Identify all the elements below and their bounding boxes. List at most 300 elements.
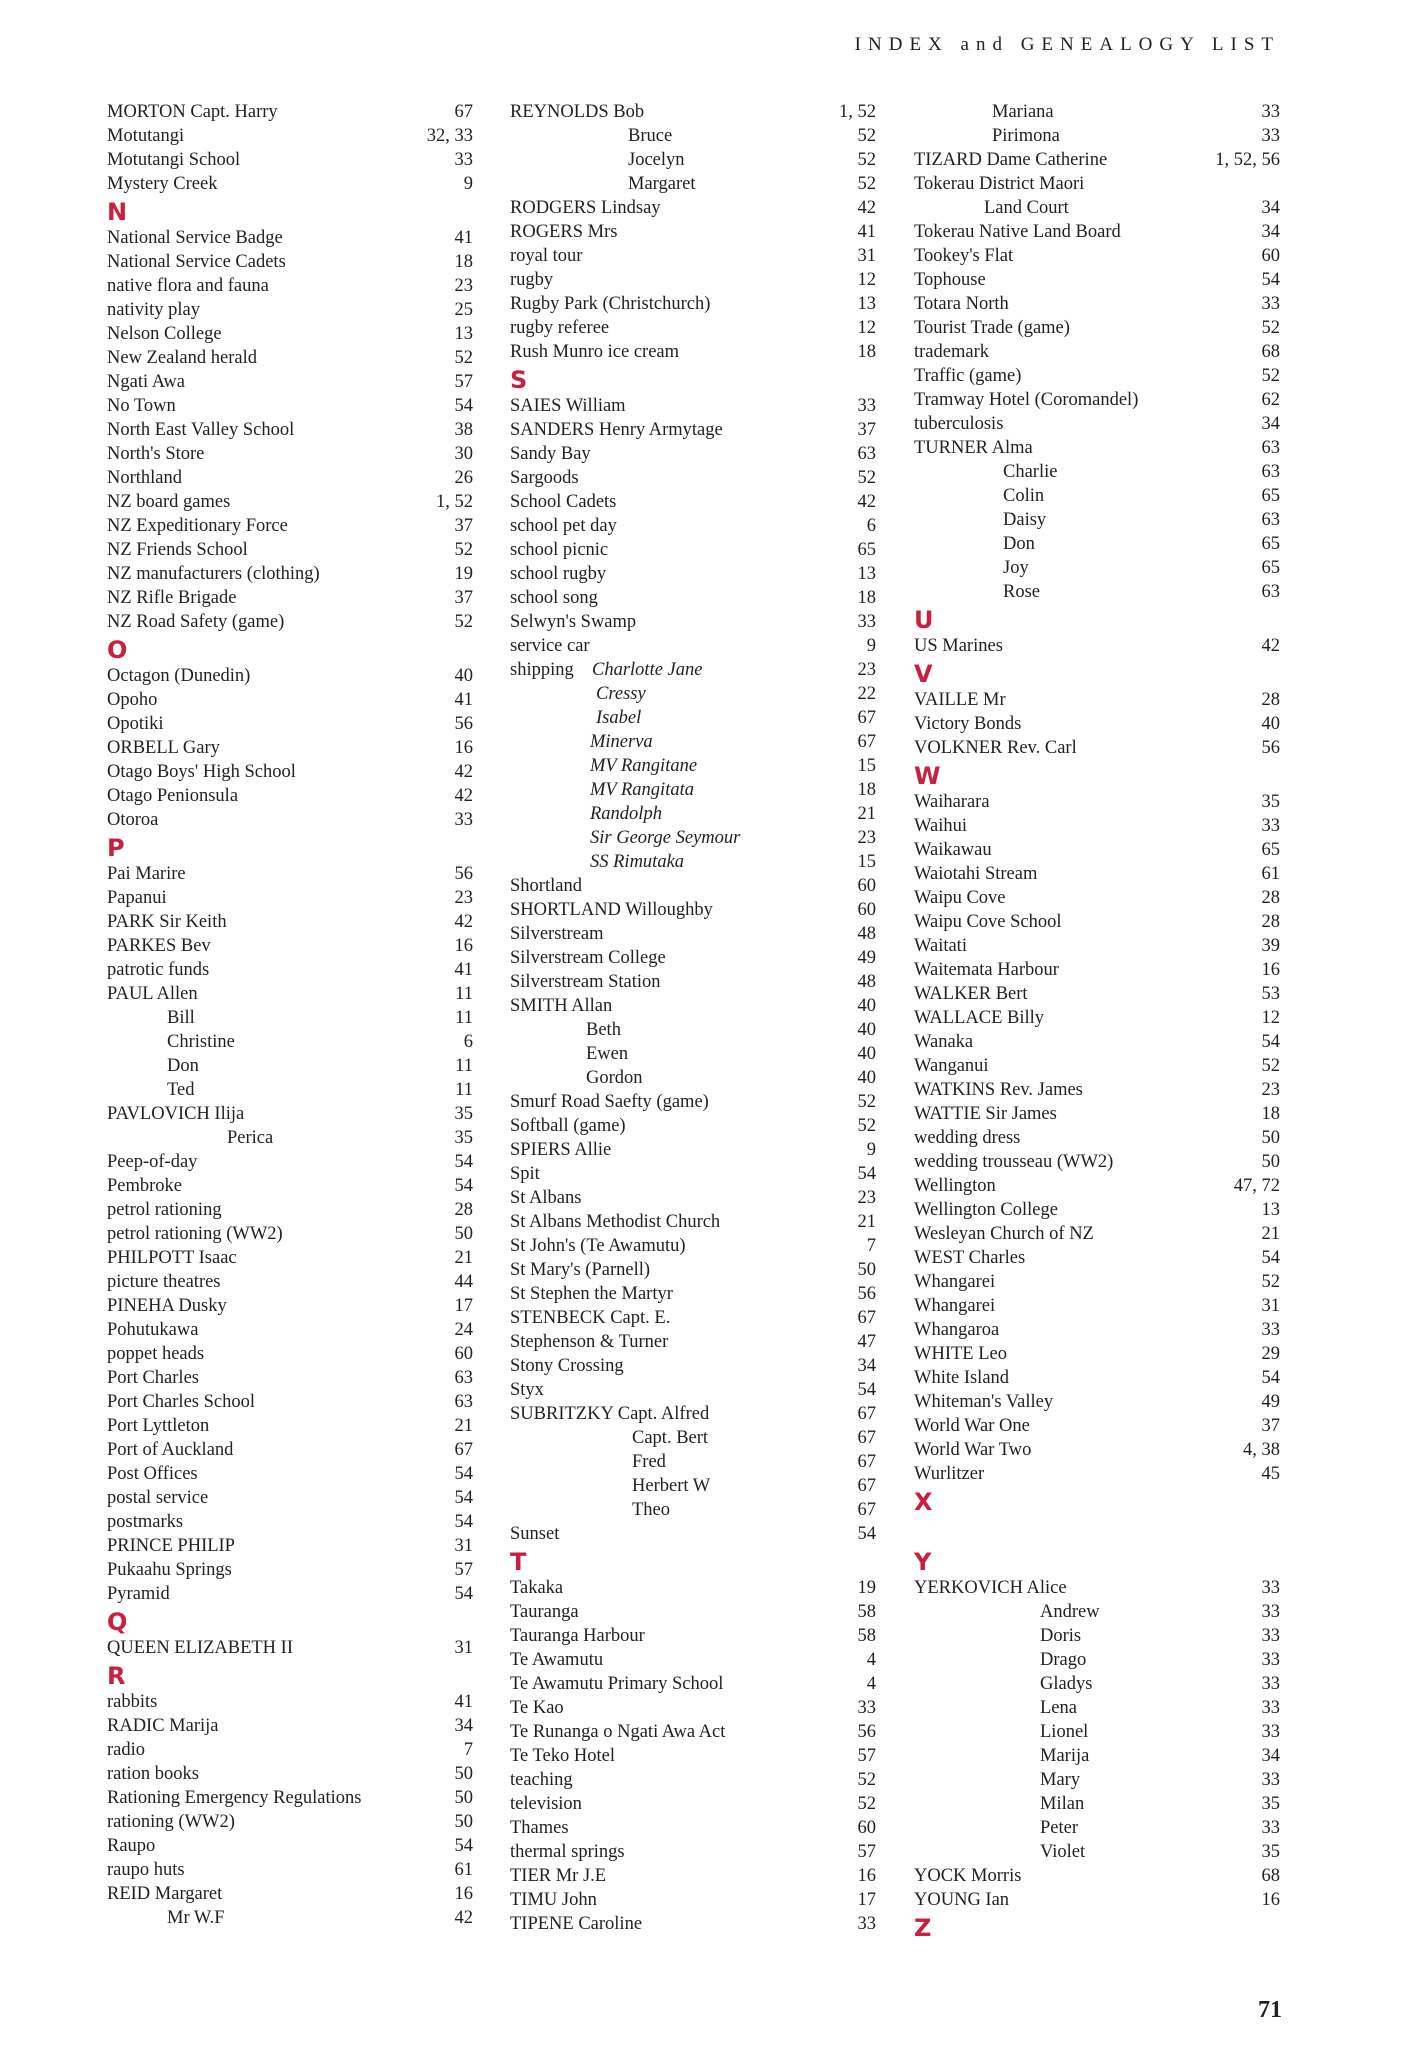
index-entry-pages: 33 <box>1261 1602 1280 1622</box>
index-entry <box>107 466 473 490</box>
index-entry-pages: 44 <box>454 1272 473 1292</box>
index-entry-pages: 1, 52 <box>839 102 876 122</box>
index-entry <box>107 1438 473 1462</box>
index-entry <box>107 934 473 958</box>
index-entry-term: Wanganui <box>914 1056 989 1076</box>
index-entry <box>914 1030 1280 1054</box>
index-entry <box>107 1126 473 1150</box>
index-entry <box>914 1078 1280 1102</box>
index-subentry-term: Theo <box>632 1500 671 1520</box>
index-entry-term: No Town <box>107 396 176 416</box>
index-entry <box>510 1114 876 1138</box>
index-entry-pages: 23 <box>857 660 876 680</box>
index-entry <box>914 1102 1280 1126</box>
index-entry-pages: 52 <box>1261 1272 1280 1292</box>
index-entry-pages: 54 <box>857 1524 876 1544</box>
index-entry-pages: 21 <box>454 1248 473 1268</box>
index-entry <box>107 712 473 736</box>
index-entry <box>914 1720 1280 1744</box>
index-entry <box>510 970 876 994</box>
index-entry-pages: 33 <box>454 150 473 170</box>
index-entry <box>914 436 1280 460</box>
index-entry <box>914 556 1280 580</box>
index-entry-pages: 21 <box>454 1416 473 1436</box>
index-entry-pages: 65 <box>1261 534 1280 554</box>
index-entry <box>107 148 473 172</box>
index-entry <box>914 1390 1280 1414</box>
index-entry-term: Tookey's Flat <box>914 246 1014 266</box>
index-entry-pages: 52 <box>1261 1056 1280 1076</box>
index-entry-term: rabbits <box>107 1692 158 1712</box>
index-entry <box>107 1222 473 1246</box>
index-entry-pages: 16 <box>454 936 473 956</box>
index-entry-term: Otago Penionsula <box>107 786 239 806</box>
index-entry-pages: 65 <box>1261 558 1280 578</box>
index-entry <box>914 460 1280 484</box>
index-entry-term: National Service Cadets <box>107 252 286 272</box>
index-entry-pages: 23 <box>454 276 473 296</box>
index-entry-pages: 9 <box>463 174 473 194</box>
index-entry-pages: 56 <box>857 1284 876 1304</box>
index-entry <box>107 1150 473 1174</box>
index-entry-pages: 42 <box>454 1908 473 1928</box>
index-entry-pages: 50 <box>454 1764 473 1784</box>
index-entry-term: Sandy Bay <box>510 444 591 464</box>
index-subentry-term: Doris <box>1040 1626 1082 1646</box>
index-entry-term: Tophouse <box>914 270 986 290</box>
index-entry-pages: 54 <box>857 1164 876 1184</box>
index-entry-term: Pyramid <box>107 1584 170 1604</box>
index-entry <box>107 1102 473 1126</box>
index-subentry-term: Lionel <box>1040 1722 1089 1742</box>
index-entry <box>107 958 473 982</box>
index-entry <box>510 1354 876 1378</box>
index-entry <box>914 1462 1280 1486</box>
index-entry <box>914 1342 1280 1366</box>
index-entry <box>510 826 876 850</box>
index-entry-pages: 37 <box>454 516 473 536</box>
index-entry-pages: 31 <box>454 1536 473 1556</box>
index-entry-term: US Marines <box>914 636 1003 656</box>
index-entry-pages: 31 <box>454 1638 473 1658</box>
index-entry-pages: 23 <box>857 1188 876 1208</box>
index-entry-pages: 40 <box>857 1068 876 1088</box>
index-entry-pages: 15 <box>857 756 876 776</box>
index-entry-term: rationing (WW2) <box>107 1812 235 1832</box>
index-entry-term: television <box>510 1794 582 1814</box>
index-entry-pages: 13 <box>857 294 876 314</box>
index-entry-term: SUBRITZKY Capt. Alfred <box>510 1404 710 1424</box>
index-entry <box>510 124 876 148</box>
index-entry-term: WHITE Leo <box>914 1344 1007 1364</box>
index-entry-pages: 32, 33 <box>426 126 473 146</box>
index-entry <box>914 484 1280 508</box>
index-entry-pages: 42 <box>1261 636 1280 656</box>
index-entry-term: picture theatres <box>107 1272 221 1292</box>
index-entry-pages: 28 <box>1261 888 1280 908</box>
index-entry <box>510 100 876 124</box>
index-entry-term: PARK Sir Keith <box>107 912 227 932</box>
index-entry <box>107 760 473 784</box>
index-entry <box>914 1054 1280 1078</box>
index-entry-term: St Albans Methodist Church <box>510 1212 721 1232</box>
index-entry-pages: 67 <box>857 1500 876 1520</box>
index-entry <box>914 1648 1280 1672</box>
index-entry-term: Tramway Hotel (Coromandel) <box>914 390 1139 410</box>
index-entry-term: Opotiki <box>107 714 164 734</box>
index-entry-pages: 61 <box>454 1860 473 1880</box>
index-subentry-term: Don <box>167 1056 199 1076</box>
index-entry-term: New Zealand herald <box>107 348 257 368</box>
index-entry-pages: 45 <box>1261 1464 1280 1484</box>
index-entry-term: Te Teko Hotel <box>510 1746 615 1766</box>
index-entry-pages: 54 <box>1261 1368 1280 1388</box>
index-entry <box>914 1696 1280 1720</box>
index-entry <box>914 1006 1280 1030</box>
index-entry <box>914 982 1280 1006</box>
index-subentry-term: Jocelyn <box>628 150 685 170</box>
index-entry <box>510 1768 876 1792</box>
index-entry-term: Northland <box>107 468 183 488</box>
index-entry-term: Whangarei <box>914 1272 996 1292</box>
index-entry <box>914 1744 1280 1768</box>
index-entry <box>914 1294 1280 1318</box>
index-entry-term: RODGERS Lindsay <box>510 198 661 218</box>
index-subentry-term: Ewen <box>586 1044 629 1064</box>
index-entry <box>107 1714 473 1738</box>
index-entry <box>510 1720 876 1744</box>
index-entry-term: Spit <box>510 1164 540 1184</box>
index-entry-term: Port of Auckland <box>107 1440 234 1460</box>
index-entry <box>107 1858 473 1882</box>
index-entry-pages: 54 <box>454 1464 473 1484</box>
index-entry-term: Pohutukawa <box>107 1320 199 1340</box>
index-entry-pages: 67 <box>857 708 876 728</box>
index-subentry-term: Randolph <box>590 804 662 824</box>
index-entry-term: NZ manufacturers (clothing) <box>107 564 320 584</box>
index-entry-pages: 4 <box>866 1674 876 1694</box>
index-entry <box>914 1246 1280 1270</box>
index-entry-pages: 37 <box>1261 1416 1280 1436</box>
index-entry <box>107 1462 473 1486</box>
index-entry-pages: 56 <box>454 714 473 734</box>
index-entry <box>107 1558 473 1582</box>
index-entry-term: YOCK Morris <box>914 1866 1022 1886</box>
index-entry <box>510 418 876 442</box>
index-entry <box>914 886 1280 910</box>
index-entry-pages: 54 <box>454 1836 473 1856</box>
index-entry <box>510 658 876 682</box>
index-entry-pages: 31 <box>857 246 876 266</box>
index-entry-pages: 18 <box>857 588 876 608</box>
index-entry-term: wedding dress <box>914 1128 1021 1148</box>
index-entry-pages: 60 <box>857 1818 876 1838</box>
index-entry-pages: 42 <box>857 198 876 218</box>
index-entry-term: school rugby <box>510 564 607 584</box>
index-entry <box>510 874 876 898</box>
index-entry-term: VAILLE Mr <box>914 690 1006 710</box>
index-entry <box>914 910 1280 934</box>
index-column-right <box>914 100 1280 1942</box>
index-entry-term: Sunset <box>510 1524 560 1544</box>
index-entry-term: radio <box>107 1740 146 1760</box>
index-entry-pages: 49 <box>1261 1392 1280 1412</box>
index-entry-pages: 61 <box>1261 864 1280 884</box>
index-entry-pages: 54 <box>454 396 473 416</box>
index-entry-pages: 23 <box>454 888 473 908</box>
index-entry <box>510 1090 876 1114</box>
index-entry <box>510 490 876 514</box>
index-entry-pages: 1, 52, 56 <box>1215 150 1280 170</box>
index-entry-term: WEST Charles <box>914 1248 1026 1268</box>
index-entry-pages: 65 <box>857 540 876 560</box>
index-entry <box>510 1162 876 1186</box>
index-entry-term: NZ board games <box>107 492 231 512</box>
index-entry-term: Te Awamutu <box>510 1650 604 1670</box>
index-subentry-term: Joy <box>1003 558 1029 578</box>
index-entry-term: Tokerau District Maori <box>914 174 1085 194</box>
index-entry-pages: 30 <box>454 444 473 464</box>
index-entry-pages: 19 <box>857 1578 876 1598</box>
index-entry-term: YOUNG Ian <box>914 1890 1010 1910</box>
index-entry <box>107 394 473 418</box>
index-entry <box>510 1576 876 1600</box>
index-entry-term: petrol rationing <box>107 1200 222 1220</box>
index-entry-term: Softball (game) <box>510 1116 626 1136</box>
index-entry-term: Rugby Park (Christchurch) <box>510 294 711 314</box>
index-entry-pages: 67 <box>857 1404 876 1424</box>
index-entry-pages: 54 <box>454 1584 473 1604</box>
index-subentry-term: Beth <box>586 1020 621 1040</box>
letter-heading: O <box>107 636 128 664</box>
index-entry <box>914 1270 1280 1294</box>
index-entry <box>107 1486 473 1510</box>
index-entry-term: Waihui <box>914 816 967 836</box>
index-entry-term: VOLKNER Rev. Carl <box>914 738 1077 758</box>
index-entry-term: Silverstream Station <box>510 972 661 992</box>
index-subentry-term: SS Rimutaka <box>590 852 685 872</box>
letter-heading: Q <box>107 1608 128 1636</box>
index-entry-pages: 58 <box>857 1602 876 1622</box>
index-entry-term: St John's (Te Awamutu) <box>510 1236 686 1256</box>
index-entry-term: NZ Expeditionary Force <box>107 516 288 536</box>
index-entry <box>914 814 1280 838</box>
letter-heading: W <box>914 762 941 790</box>
index-entry-pages: 33 <box>1261 816 1280 836</box>
index-entry <box>914 1438 1280 1462</box>
index-entry <box>510 994 876 1018</box>
index-entry <box>107 1636 473 1660</box>
index-entry <box>914 862 1280 886</box>
index-entry <box>510 1426 876 1450</box>
index-entry-term: School Cadets <box>510 492 617 512</box>
index-subentry-term: Isabel <box>596 708 642 728</box>
index-entry <box>107 370 473 394</box>
index-entry <box>107 1294 473 1318</box>
index-subentry-term: Mr W.F <box>167 1908 225 1928</box>
index-entry <box>914 736 1280 760</box>
index-entry-pages: 67 <box>857 732 876 752</box>
index-entry-term: PRINCE PHILIP <box>107 1536 235 1556</box>
index-entry <box>914 124 1280 148</box>
index-entry <box>107 562 473 586</box>
index-entry-pages: 34 <box>1261 198 1280 218</box>
letter-heading: U <box>914 606 934 634</box>
index-entry <box>914 1672 1280 1696</box>
index-entry-pages: 33 <box>1261 294 1280 314</box>
index-entry-pages: 11 <box>455 1008 473 1028</box>
index-entry-term: Papanui <box>107 888 167 908</box>
index-entry <box>107 910 473 934</box>
index-entry <box>510 1522 876 1546</box>
index-entry-term: Tauranga Harbour <box>510 1626 645 1646</box>
index-entry-pages: 52 <box>857 150 876 170</box>
letter-heading: V <box>914 660 933 688</box>
index-entry <box>107 1246 473 1270</box>
index-entry-pages: 7 <box>866 1236 876 1256</box>
index-entry-term: ration books <box>107 1764 199 1784</box>
index-entry-pages: 26 <box>454 468 473 488</box>
index-entry-pages: 28 <box>1261 912 1280 932</box>
index-entry-pages: 60 <box>1261 246 1280 266</box>
index-entry-pages: 52 <box>454 540 473 560</box>
index-subentry-term: Andrew <box>1040 1602 1100 1622</box>
index-entry <box>510 1330 876 1354</box>
index-entry-term: Opoho <box>107 690 158 710</box>
index-entry-term: Wanaka <box>914 1032 974 1052</box>
index-entry <box>510 1816 876 1840</box>
index-entry-pages: 41 <box>454 960 473 980</box>
index-entry <box>107 1882 473 1906</box>
index-entry-pages: 60 <box>857 900 876 920</box>
index-entry-term: Whangaroa <box>914 1320 1000 1340</box>
index-entry-term: ROGERS Mrs <box>510 222 618 242</box>
index-subentry-term: Pirimona <box>992 126 1060 146</box>
index-entry <box>107 1078 473 1102</box>
letter-section-empty-spacer <box>914 1516 1280 1546</box>
index-entry-term: Port Lyttleton <box>107 1416 210 1436</box>
index-entry <box>914 838 1280 862</box>
index-entry-term: Tauranga <box>510 1602 579 1622</box>
index-entry <box>107 1054 473 1078</box>
index-subentry-term: Daisy <box>1003 510 1047 530</box>
index-entry <box>914 1174 1280 1198</box>
index-entry-term: Pembroke <box>107 1176 183 1196</box>
index-entry <box>510 946 876 970</box>
index-entry-pages: 52 <box>857 1116 876 1136</box>
index-entry <box>107 1738 473 1762</box>
index-entry-pages: 48 <box>857 972 876 992</box>
index-entry-term: North's Store <box>107 444 205 464</box>
index-entry-pages: 62 <box>1261 390 1280 410</box>
index-entry-term: rugby referee <box>510 318 610 338</box>
index-entry-term: postal service <box>107 1488 209 1508</box>
index-entry <box>510 514 876 538</box>
index-entry-pages: 9 <box>866 1140 876 1160</box>
index-subentry-term: Violet <box>1040 1842 1086 1862</box>
index-entry-term: WALKER Bert <box>914 984 1028 1004</box>
index-entry-term: nativity play <box>107 300 200 320</box>
index-entry-pages: 42 <box>454 912 473 932</box>
index-entry-term: MORTON Capt. Harry <box>107 102 278 122</box>
index-entry-pages: 48 <box>857 924 876 944</box>
index-entry-pages: 37 <box>857 420 876 440</box>
index-entry <box>510 1864 876 1888</box>
index-entry <box>107 226 473 250</box>
index-entry <box>107 1414 473 1438</box>
index-subentry-term: Sir George Seymour <box>590 828 741 848</box>
index-entry <box>510 898 876 922</box>
index-entry-pages: 63 <box>1261 510 1280 530</box>
letter-heading: N <box>107 198 128 226</box>
index-entry-pages: 67 <box>857 1308 876 1328</box>
index-entry <box>510 1234 876 1258</box>
index-entry-pages: 54 <box>454 1176 473 1196</box>
index-entry-term: postmarks <box>107 1512 184 1532</box>
index-entry-term: NZ Rifle Brigade <box>107 588 237 608</box>
index-entry-term: service car <box>510 636 590 656</box>
index-entry-pages: 4 <box>866 1650 876 1670</box>
index-entry-pages: 12 <box>857 318 876 338</box>
index-entry-pages: 54 <box>1261 1248 1280 1268</box>
index-entry <box>107 1198 473 1222</box>
index-entry-term: Pai Marire <box>107 864 186 884</box>
index-subentry-term: Colin <box>1003 486 1045 506</box>
index-entry-term: Port Charles <box>107 1368 199 1388</box>
index-entry <box>914 1366 1280 1390</box>
index-entry <box>914 388 1280 412</box>
index-entry-term: NZ Road Safety (game) <box>107 612 285 632</box>
index-entry-term: NZ Friends School <box>107 540 248 560</box>
index-entry-pages: 40 <box>857 1020 876 1040</box>
index-entry-pages: 17 <box>857 1890 876 1910</box>
index-entry-term: Thames <box>510 1818 569 1838</box>
index-subentry-term: Bill <box>167 1008 195 1028</box>
index-entry <box>914 412 1280 436</box>
index-entry-term: Raupo <box>107 1836 156 1856</box>
index-entry <box>510 340 876 364</box>
index-entry-pages: 52 <box>857 126 876 146</box>
index-entry-term: Otoroa <box>107 810 159 830</box>
index-entry <box>107 490 473 514</box>
index-entry-term: Rationing Emergency Regulations <box>107 1788 362 1808</box>
index-entry <box>510 1600 876 1624</box>
index-entry-term: TIMU John <box>510 1890 597 1910</box>
index-subentry-term: Marija <box>1040 1746 1090 1766</box>
index-entry <box>107 808 473 832</box>
index-entry <box>510 1792 876 1816</box>
index-entry <box>107 1534 473 1558</box>
index-entry <box>914 934 1280 958</box>
index-entry-term: PAUL Allen <box>107 984 198 1004</box>
index-entry-pages: 16 <box>454 738 473 758</box>
index-entry-pages: 33 <box>857 612 876 632</box>
index-entry-pages: 16 <box>454 1884 473 1904</box>
index-subentry-term: MV Rangitata <box>590 780 694 800</box>
index-entry-pages: 35 <box>454 1104 473 1124</box>
index-entry <box>510 220 876 244</box>
index-entry-pages: 33 <box>1261 1626 1280 1646</box>
index-entry <box>107 1786 473 1810</box>
index-entry <box>107 1342 473 1366</box>
index-entry-pages: 40 <box>857 996 876 1016</box>
index-entry-pages: 6 <box>866 516 876 536</box>
index-entry-pages: 25 <box>454 300 473 320</box>
index-entry <box>510 610 876 634</box>
index-entry-pages: 50 <box>454 1224 473 1244</box>
index-entry-term: Traffic (game) <box>914 366 1022 386</box>
index-subentry-term: Christine <box>167 1032 235 1052</box>
